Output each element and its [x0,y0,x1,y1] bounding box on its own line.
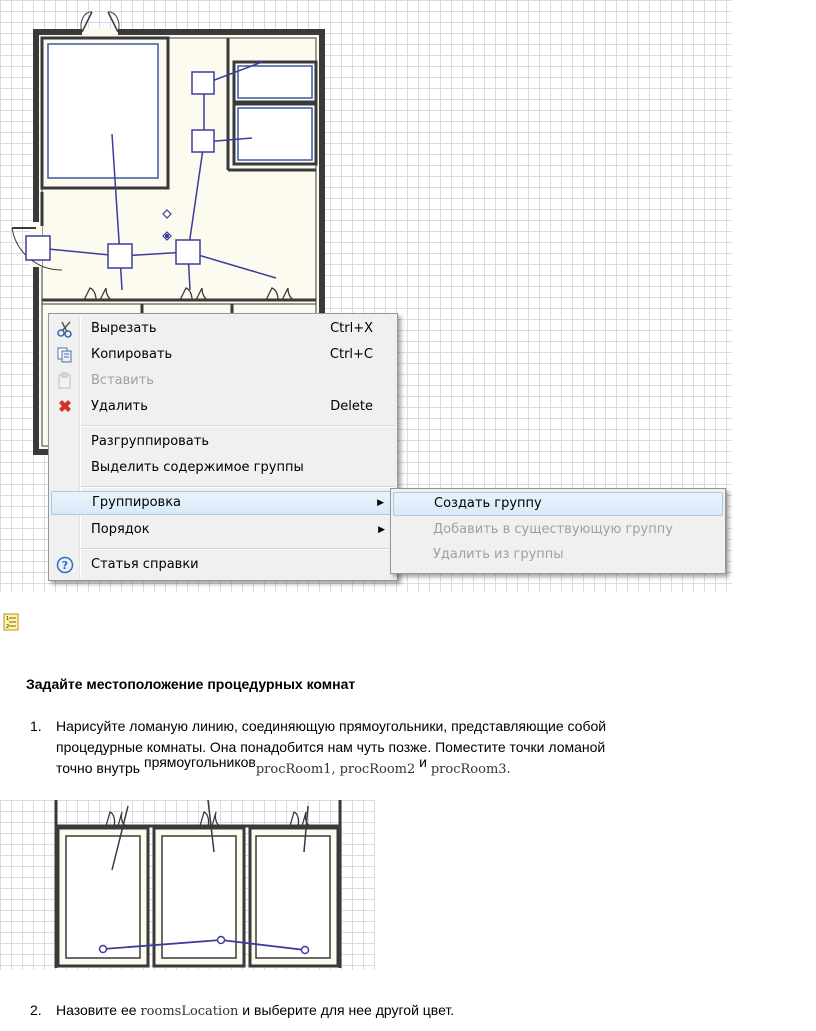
procedure-rooms-canvas[interactable] [0,800,375,970]
menu-item-shortcut: Ctrl+C [329,347,373,362]
step-text: точно внутрь прямоугольниковprocRoom1, procRoom2 и procRoom3. [56,754,511,777]
paste-icon [56,372,74,390]
step-text: Назовите ее roomsLocation и выберите для нее другой цвет. [56,1002,455,1019]
room-rect [48,44,158,178]
menu-separator [81,548,395,550]
numbered-list-icon [3,613,19,631]
context-menu [48,313,398,581]
procroom1-rect [66,836,140,958]
menu-item-label: Вырезать [91,321,157,336]
menu-item-delete[interactable] [51,395,395,419]
help-icon [56,556,74,574]
menu-item-copy[interactable] [51,343,395,367]
menu-item-grouping[interactable] [51,491,395,515]
code-procroom3: procRoom3 [430,762,507,777]
delete-icon [56,398,74,416]
menu-separator [81,425,395,427]
procroom3-rect [256,836,330,958]
step-text: Нарисуйте ломаную линию, соединяющую прямоугольники, представляющие собой [56,718,607,734]
menu-item-label: Удалить из группы [433,547,564,562]
submenu-arrow-icon: ▶ [378,525,385,535]
menu-item-label: Копировать [91,347,173,362]
step-number: 1. [30,718,42,734]
menu-item-help-article[interactable] [51,553,395,577]
menu-item-label: Добавить в существующую группу [433,522,673,537]
code-procroom1: procRoom1 [255,762,332,777]
menu-item-shortcut: Ctrl+X [330,321,373,336]
menu-item-cut[interactable] [51,317,395,341]
section-heading: Задайте местоположение процедурных комнат [26,676,356,692]
step-text: процедурные комнаты. Она понадобится нам чуть позже. Поместите точки ломаной [56,739,606,755]
svg-text:2: 2 [6,624,10,630]
svg-text:?: ? [61,559,69,572]
menu-item-label: Статья справки [91,557,199,572]
copy-icon [56,346,74,364]
menu-item-label: Разгруппировать [91,434,210,449]
code-procroom2: procRoom2 [339,762,416,777]
menu-item-paste [51,369,395,393]
menu-item-label: Порядок [91,522,150,537]
step-number: 2. [30,1002,42,1018]
menu-item-label: Удалить [91,399,148,414]
procedure-rooms-drawing [0,800,375,970]
submenu-item-remove-from-group [393,543,723,567]
menu-item-label: Группировка [92,495,182,510]
menu-item-select-group-contents[interactable] [51,456,395,480]
submenu-arrow-icon: ▶ [377,498,384,508]
menu-item-label: Создать группу [434,496,542,511]
menu-separator [81,486,395,488]
submenu-item-create-group[interactable] [393,492,723,516]
grouping-submenu [390,488,726,574]
code-roomslocation: roomsLocation [140,1004,239,1019]
menu-item-label: Вставить [91,373,154,388]
menu-item-ungroup[interactable] [51,430,395,454]
menu-item-order[interactable] [51,518,395,542]
submenu-item-add-to-group [393,518,723,542]
scissors-icon [56,320,74,338]
menu-item-label: Выделить содержимое группы [91,460,304,475]
svg-text:1: 1 [6,616,10,622]
menu-item-shortcut: Delete [330,399,373,414]
